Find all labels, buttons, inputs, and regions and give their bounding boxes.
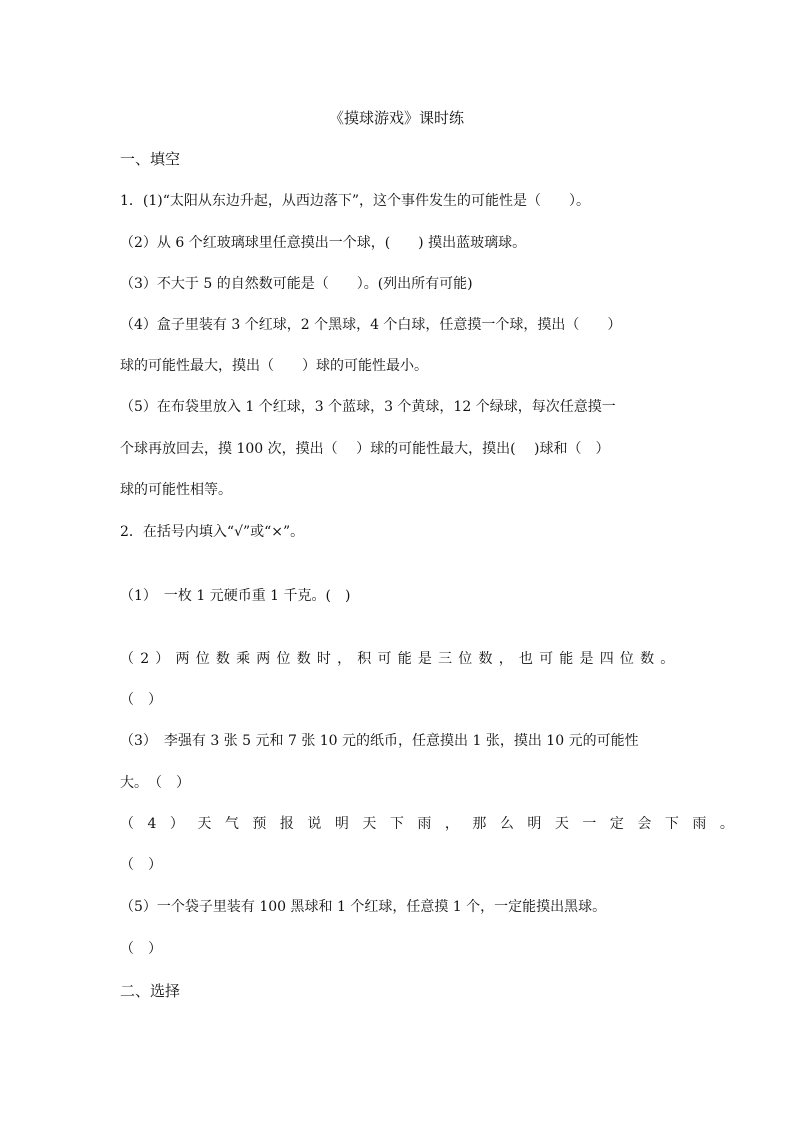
- question-1-4-line2: 球的可能性最大，摸出（ ）球的可能性最小。: [120, 358, 428, 374]
- question-2-5-line2: （ ）: [120, 941, 162, 957]
- question-1-1: 1．(1)“太阳从东边升起，从西边落下”，这个事件发生的可能性是（ ）。: [120, 193, 591, 209]
- section-heading-choice: 二、选择: [120, 982, 181, 1000]
- question-2-1: （1） 一枚 1 元硬币重 1 千克。( ): [120, 588, 351, 604]
- question-2-2-line2: （ ）: [120, 692, 162, 708]
- question-2-4-line1: （4）天气预报说明天下雨，那么明天一定会下雨。: [120, 816, 748, 832]
- question-1-5-line1: （5）在布袋里放入 1 个红球，3 个蓝球，3 个黄球，12 个绿球，每次任意摸一: [120, 399, 616, 415]
- question-1-2: （2）从 6 个红玻璃球里任意摸出一个球，( ) 摸出蓝玻璃球。: [120, 235, 527, 251]
- question-1-5-line2: 个球再放回去，摸 100 次，摸出（ ）球的可能性最大，摸出( )球和（ ）: [120, 441, 610, 457]
- question-2-2-line1: （2）两位数乘两位数时，积可能是三位数，也可能是四位数。: [120, 651, 681, 667]
- question-2-4-line2: （ ）: [120, 857, 162, 873]
- document-title: 《摸球游戏》课时练: [328, 109, 464, 127]
- question-1-4-line1: （4）盒子里装有 3 个红球，2 个黑球，4 个白球，任意摸一个球，摸出（ ）: [120, 317, 622, 333]
- question-2-instruction: 2．在括号内填入“√”或“×”。: [120, 524, 305, 540]
- question-1-3: （3）不大于 5 的自然数可能是（ ）。(列出所有可能): [120, 276, 473, 292]
- question-1-5-line3: 球的可能性相等。: [120, 482, 232, 498]
- section-heading-fill-in: 一、填空: [120, 150, 181, 168]
- question-2-3-line2: 大。 （ ）: [120, 775, 190, 791]
- question-2-3-line1: （3） 李强有 3 张 5 元和 7 张 10 元的纸币，任意摸出 1 张，摸出 10 元的可能性: [120, 733, 639, 749]
- question-2-5-line1: （5）一个袋子里装有 100 黑球和 1 个红球，任意摸 1 个，一定能摸出黑球。: [120, 899, 607, 915]
